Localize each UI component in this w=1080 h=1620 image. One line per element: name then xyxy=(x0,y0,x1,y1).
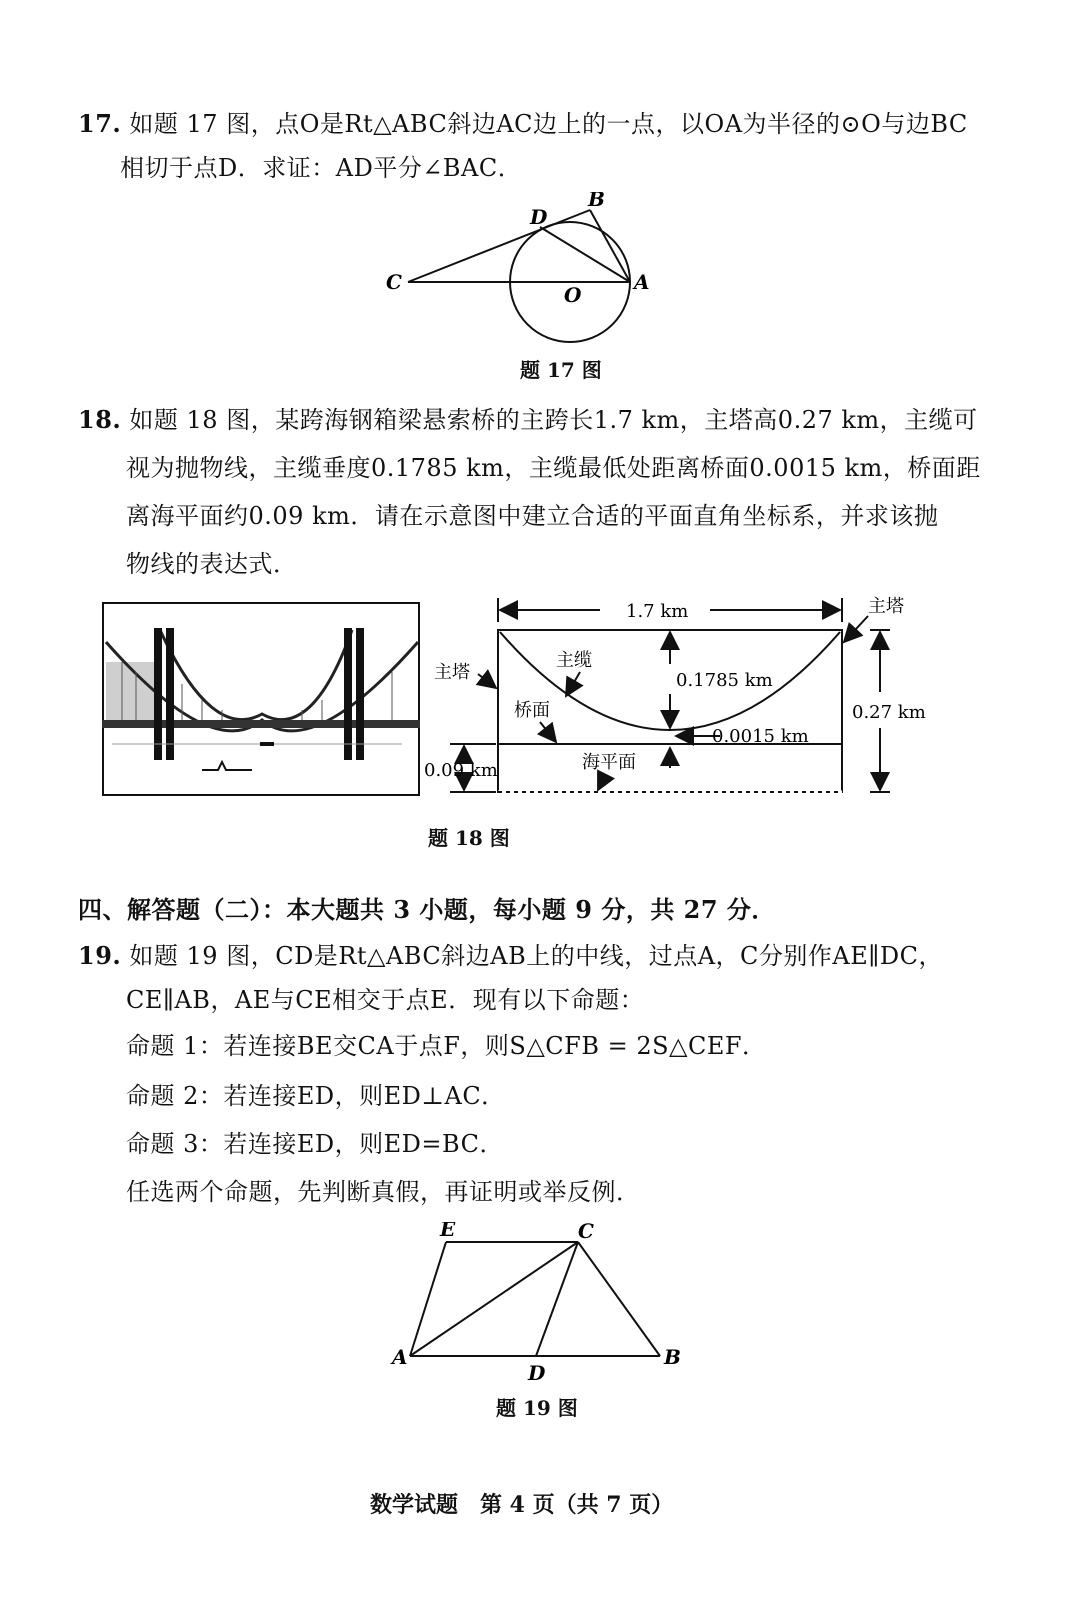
q17-label-b: B xyxy=(588,192,605,211)
q19-task: 任选两个命题，先判断真假，再证明或举反例． xyxy=(126,1178,641,1206)
q18-label-sea: 海平面 xyxy=(582,752,636,773)
q19-label-b: B xyxy=(664,1345,681,1369)
q18-bridge-photo xyxy=(102,602,420,796)
q19-label-d: D xyxy=(528,1361,546,1385)
q19-line1 xyxy=(78,940,943,972)
q18-line2: 视为抛物线，主缆垂度0.1785 km，主缆最低处距离桥面0.0015 km，桥面距 xyxy=(126,454,981,482)
section4-title: 四、解答题（二）：本大题共 3 小题，每小题 9 分，共 27 分． xyxy=(78,895,776,924)
q19-figure xyxy=(390,1222,690,1392)
q18-label-sag: 0.1785 km xyxy=(676,670,773,691)
q19-prop2: 命题 2：若连接ED，则ED⊥AC． xyxy=(126,1082,506,1110)
q18-number: 18. xyxy=(78,405,122,434)
q19-text1: 如题 19 图，CD是Rt△ABC斜边AB上的中线，过点A，C分别作AE∥DC， xyxy=(129,942,943,970)
q18-text1: 如题 18 图，某跨海钢箱梁悬索桥的主跨长1.7 km，主塔高0.27 km，主缆可 xyxy=(129,406,978,434)
q18-label-deck-height: 0.09 km xyxy=(424,760,498,781)
q17-segment-da xyxy=(540,227,630,282)
q17-label-o: O xyxy=(564,283,582,307)
q17-line2: 相切于点D．求证：AD平分∠BAC． xyxy=(120,154,523,182)
page-footer: 数学试题 第 4 页（共 7 页） xyxy=(370,1492,674,1518)
q18-label-tower-height: 0.27 km xyxy=(852,702,926,723)
q17-line1 xyxy=(78,108,968,140)
q19-line2: CE∥AB，AE与CE相交于点E．现有以下命题： xyxy=(126,986,645,1014)
q17-segment-cb xyxy=(408,210,590,282)
q18-label-gap: 0.0015 km xyxy=(712,726,809,747)
q19-segment-cb xyxy=(578,1242,660,1356)
q19-label-c: C xyxy=(578,1222,594,1243)
q19-prop1: 命题 1：若连接BE交CA于点F，则S△CFB = 2S△CEF． xyxy=(126,1032,767,1060)
q17-label-a: A xyxy=(634,270,650,294)
q19-number: 19. xyxy=(78,941,122,970)
q17-figure xyxy=(380,192,670,352)
q18-line3: 离海平面约0.09 km．请在示意图中建立合适的平面直角坐标系，并求该抛 xyxy=(126,502,939,530)
q18-line1 xyxy=(78,404,978,436)
q18-caption: 题 18 图 xyxy=(428,826,510,850)
q19-segment-cd xyxy=(536,1242,578,1356)
q17-label-d: D xyxy=(530,205,548,229)
q18-schematic xyxy=(420,592,940,804)
q18-label-deck: 桥面 xyxy=(514,700,550,721)
q17-label-c: C xyxy=(386,270,402,294)
q18-label-cable: 主缆 xyxy=(556,650,592,671)
q17-caption: 题 17 图 xyxy=(520,358,602,382)
q18-line4: 物线的表达式． xyxy=(126,550,298,578)
q19-label-e: E xyxy=(440,1222,456,1241)
q19-label-a: A xyxy=(392,1345,408,1369)
q17-text1: 如题 17 图，点O是Rt△ABC斜边AC边上的一点，以OA为半径的⊙O与边BC xyxy=(129,110,968,138)
q18-label-tower-right: 主塔 xyxy=(868,596,904,617)
q19-segment-ac xyxy=(410,1242,578,1356)
q17-number: 17. xyxy=(78,109,122,138)
q18-label-span: 1.7 km xyxy=(626,601,689,622)
q17-segment-ba xyxy=(590,210,630,282)
q19-caption: 题 19 图 xyxy=(496,1396,578,1420)
q19-prop3: 命题 3：若连接ED，则ED=BC． xyxy=(126,1130,504,1158)
q18-label-tower-left: 主塔 xyxy=(434,662,470,683)
q19-segment-ea xyxy=(410,1242,446,1356)
